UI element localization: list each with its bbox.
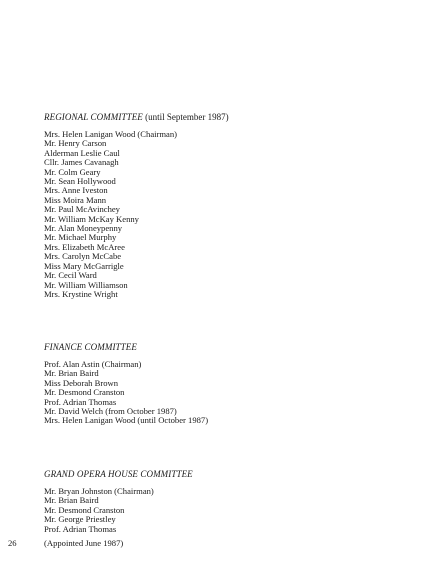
finance-committee-title: FINANCE COMMITTEE: [44, 342, 137, 352]
member-name: Mr. Paul McAvinchey: [44, 204, 120, 215]
member-name: Mr. George Priestley: [44, 514, 116, 525]
grand-opera-house-committee-title: GRAND OPERA HOUSE COMMITTEE: [44, 469, 193, 479]
grand-opera-house-committee-heading: [44, 469, 411, 480]
member-name: Mrs. Anne Iveston: [44, 185, 108, 196]
finance-committee-section: [44, 342, 411, 426]
member-name: Mr. Henry Carson: [44, 138, 107, 149]
member-name: Mrs. Carolyn McCabe: [44, 251, 122, 262]
member-name: Mr. Michael Murphy: [44, 232, 117, 243]
member-name: Mr. Bryan Johnston (Chairman): [44, 486, 154, 496]
member-name: Mr. Cecil Ward: [44, 270, 97, 281]
finance-committee-members: [44, 360, 411, 426]
regional-committee-members: [44, 130, 411, 299]
member-name: Miss Deborah Brown: [44, 377, 118, 388]
member-name: Cllr. James Cavanagh: [44, 157, 119, 168]
member-name: Mr. William McKay Kenny: [44, 213, 139, 224]
member-name: Mrs. Helen Lanigan Wood (Chairman): [44, 129, 178, 139]
member-name: Alderman Leslie Caul: [44, 147, 120, 158]
member-name: Mrs. Krystine Wright: [44, 288, 118, 299]
page-number: 26: [8, 538, 17, 548]
member-name: Prof. Adrian Thomas: [44, 396, 117, 407]
member-name: Prof. Adrian Thomas: [44, 523, 117, 534]
member-name: Mr. Desmond Cranston: [44, 387, 125, 398]
member-name: Mr. Desmond Cranston: [44, 504, 125, 515]
regional-committee-title: REGIONAL COMMITTEE: [44, 112, 143, 122]
member-name: Mr. Sean Hollywood: [44, 176, 116, 187]
regional-committee-note: (until September 1987): [142, 112, 229, 122]
grand-opera-house-committee-section: [44, 469, 411, 534]
member-name: Prof. Alan Astin (Chairman): [44, 359, 142, 369]
member-name: Mr. Brian Baird: [44, 368, 99, 379]
regional-committee-heading: [44, 112, 411, 123]
member-name: Miss Moira Mann: [44, 194, 107, 205]
member-name: Miss Mary McGarrigle: [44, 260, 124, 271]
member-name: Mr. Alan Moneypenny: [44, 223, 123, 234]
member-name: Mr. David Welch (from October 1987): [44, 406, 177, 417]
appointment-note: (Appointed June 1987): [44, 538, 124, 548]
regional-committee-section: [44, 112, 411, 299]
grand-opera-house-committee-members: [44, 487, 411, 534]
member-name: Mrs. Elizabeth McAree: [44, 241, 125, 252]
member-name: Mr. Colm Geary: [44, 166, 101, 177]
member-name: Mrs. Helen Lanigan Wood (until October 1987): [44, 415, 209, 426]
member-name: Mr. Brian Baird: [44, 495, 99, 506]
finance-committee-heading: [44, 342, 411, 353]
member-name: Mr. William Williamson: [44, 279, 128, 290]
